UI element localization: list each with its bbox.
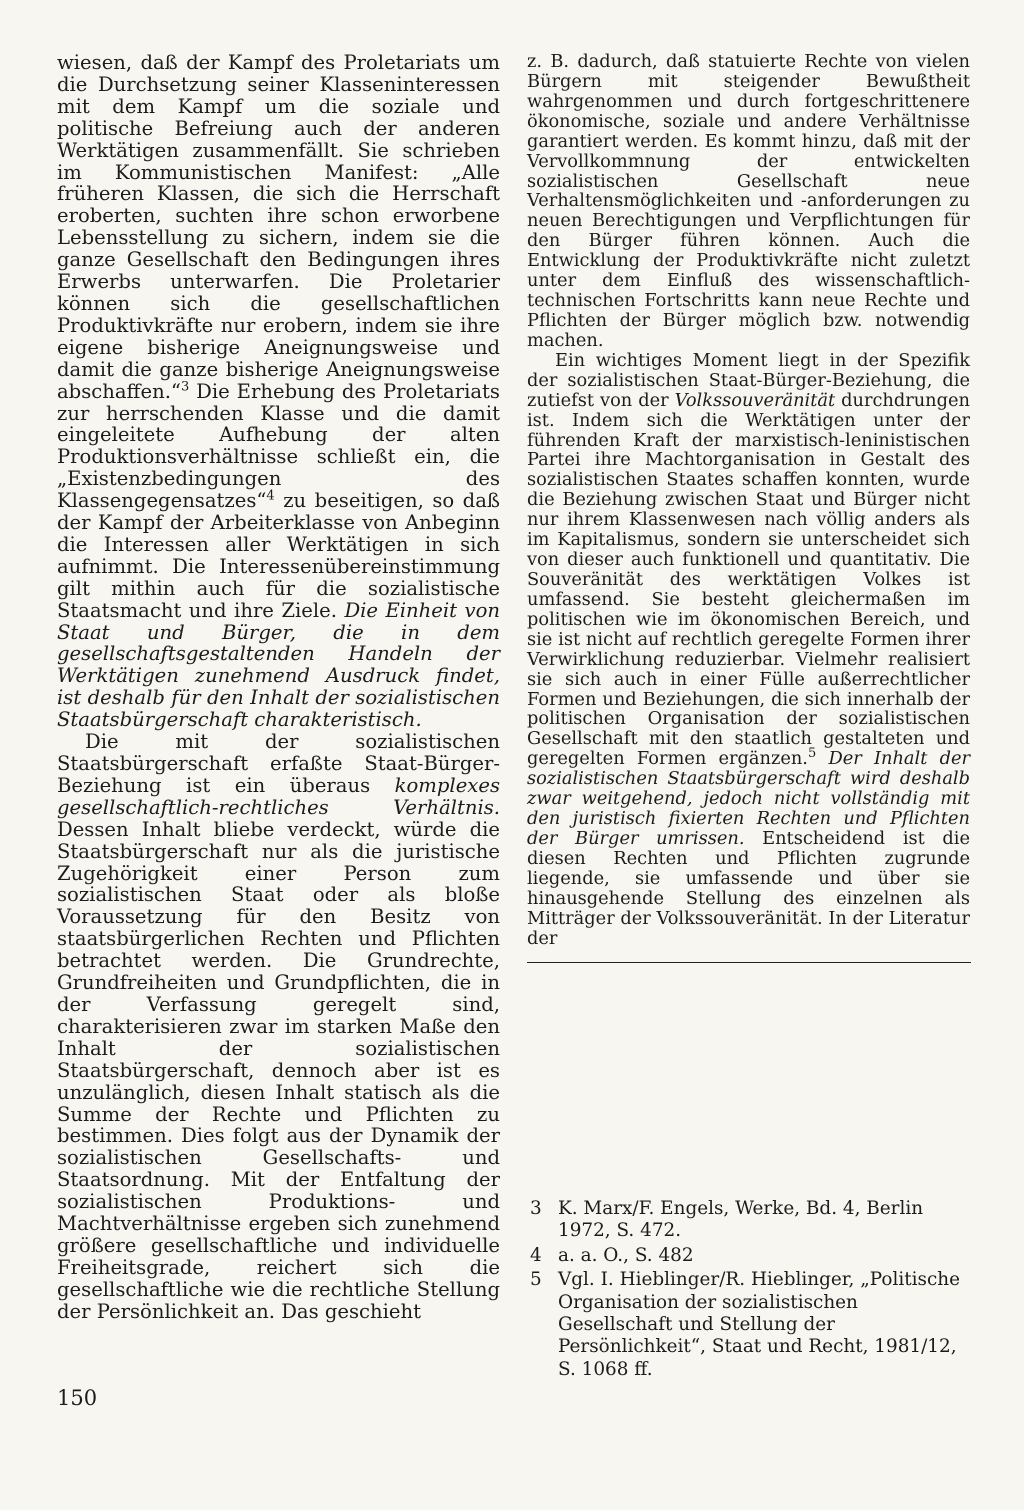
paragraph [57, 52, 500, 731]
footnote-ref: 5 [807, 746, 817, 762]
text-run: durchdrungen ist. Indem sich die Werktätigen unter der führenden Kraft der marxistisch-leninistischen Partei ihre Machtorganisation in Gestalt des sozialistischen Staates schaffen konnten, wurde die Beziehung zwischen Staat und Bürger nicht nur ihrem Klassenwesen nach völlig anders als im Kapitalismus, sondern sie unterscheidet sich von dieser auch funktionell und quantitativ. Die Souveränität des werktätigen Volkes ist umfassend. Sie besteht gleichermaßen im politischen wie im ökonomischen Bereich, und sie ist nicht auf rechtlich geregelte Formen ihrer Verwirklichung reduzierbar. Vielmehr realisiert sie sich auch in einer Fülle außerrechtlicher Formen und Beziehungen, die sich innerhalb der politischen Organisation der sozialistischen Gesellschaft mit den staatlich gestalteten und geregelten Formen ergänzen. [527, 389, 970, 770]
footnote-separator [527, 962, 971, 963]
footnote-text: Vgl. I. Hieblinger/R. Hieblinger, „Politische Organisation der sozialistischen Gesellschaft und Stellung der Persönlichkeit“, Staat und Recht, 1981/12, S. 1068 ff. [558, 1269, 960, 1380]
text-run: z. B. dadurch, daß statuierte Rechte von vielen Bürgern mit steigender Bewußtheit wahrgenommen und durch fortgeschrittenere ökonomische, soziale und andere Verhältnisse garantiert werden. Es kommt hinzu, daß mit der Vervollkommnung der entwickelten sozialistischen Gesellschaft neue Verhaltensmöglichkeiten und -anforderungen zu neuen Berechtigungen und Verpflichtungen für den Bürger führen können. Auch die Entwicklung der Produktivkräfte nicht zuletzt unter dem Einfluß des wissenschaftlich-technischen Fortschritts kann neue Rechte und Pflichten der Bürger möglich bzw. notwendig machen. [527, 51, 970, 351]
emphasis-text: Volkssouveränität [674, 389, 836, 411]
paragraph [527, 52, 970, 351]
right-text-column [527, 52, 970, 948]
footnote-ref: 3 [180, 379, 190, 395]
footnote-text: a. a. O., S. 482 [558, 1244, 694, 1266]
text-run: Ein wichtiges Moment liegt in der Spezifik der sozialistischen Staat-Bürger-Beziehung, die zutiefst von der [527, 349, 970, 411]
footnote-ref: 4 [266, 488, 275, 504]
page-number: 150 [57, 1386, 98, 1410]
emphasis-text: komplexes gesellschaftlich-rechtliches Verhältnis. [57, 773, 500, 819]
text-run: zu beseitigen, so daß der Kampf der Arbeiterklasse von Anbeginn die Interessen aller Werktätigen in sich aufnimmt. Die Interessenübereinstimmung gilt mithin auch für die sozialistische Staatsmacht und ihre Ziele. [57, 489, 500, 622]
footnote-number: 3 [530, 1198, 542, 1219]
text-run: Die mit der sozialistischen Staatsbürgerschaft erfaßte Staat-Bürger-Beziehung ist ein überaus [57, 730, 500, 797]
footnote [530, 1245, 971, 1267]
text-run: Dessen Inhalt bliebe verdeckt, würde die Staatsbürgerschaft nur als die juristische Zugehörigkeit einer Person zum sozialistischen Staat oder als bloße Voraussetzung für den Besitz von staatsbürgerlichen Rechten und Pflichten betrachtet werden. Die Grundrechte, Grundfreiheiten und Grundpflichten, die in der Verfassung geregelt sind, charakterisieren zwar im starken Maße den Inhalt der sozialistischen Staatsbürgerschaft, dennoch aber ist es unzulänglich, diesen Inhalt statisch als die Summe der Rechte und Pflichten zu bestimmen. Dies folgt aus der Dynamik der sozialistischen Gesellschafts- und Staatsordnung. Mit der Entfaltung der sozialistischen Produktions- und Machtverhältnisse ergeben sich zunehmend größere gesellschaftliche und individuelle Freiheitsgrade, reichert sich die gesellschaftliche wie die rechtliche Stellung der Persönlichkeit an. Das geschieht [57, 817, 500, 1323]
emphasis-text: Die Einheit von Staat und Bürger, die in dem gesellschaftsgestaltenden Handeln der Werktätigen zunehmend Ausdruck findet, ist deshalb für den Inhalt der sozialistischen Staatsbürgerschaft charakteristisch. [57, 598, 500, 732]
text-run: Entscheidend ist die diesen Rechten und Pflichten zugrunde liegende, sie umfassende und über sie hinausgehende Stellung des einzelnen als Mitträger der Volkssouveränität. In der Literatur der [527, 827, 970, 949]
text-run: Die Erhebung des Proletariats zur herrschenden Klasse und die damit eingeleitete Aufhebung der alten Produktionsverhältnisse schließt ein, die „Existenzbedingungen des Klassengegensatzes“ [57, 379, 500, 513]
footnote-number: 4 [530, 1244, 542, 1266]
left-text-column [57, 52, 500, 1323]
paragraph [57, 731, 500, 1322]
footnotes [530, 1198, 971, 1383]
emphasis-text: Der Inhalt der sozialistischen Staatsbürgerschaft wird deshalb zwar weitgehend, jedoch nicht vollständig mit den juristisch fixierten Rechten und Pflichten der Bürger umrissen. [527, 748, 970, 849]
text-run [816, 748, 828, 769]
footnote-text: K. Marx/F. Engels, Werke, Bd. 4, Berlin 1972, S. 472. [558, 1198, 924, 1242]
footnote-number: 5 [530, 1269, 542, 1291]
footnote [530, 1198, 971, 1243]
paragraph [527, 351, 970, 949]
text-run: wiesen, daß der Kampf des Proletariats um die Durchsetzung seiner Klasseninteressen mit dem Kampf um die soziale und politische Befreiung auch der anderen Werktätigen zusammenfällt. Sie schrieben im Kommunistischen Manifest: „Alle früheren Klassen, die sich die Herrschaft eroberten, suchten ihre schon erworbene Lebensstellung zu sichern, indem sie die ganze Gesellschaft den Bedingungen ihres Erwerbs unterwarfen. Die Proletarier können sich die gesellschaftlichen Produktivkräfte nur erobern, indem sie ihre eigene bisherige Aneignungsweise und damit die ganze bisherige Aneignungsweise abschaffen.“ [57, 51, 500, 403]
footnote [530, 1269, 971, 1381]
